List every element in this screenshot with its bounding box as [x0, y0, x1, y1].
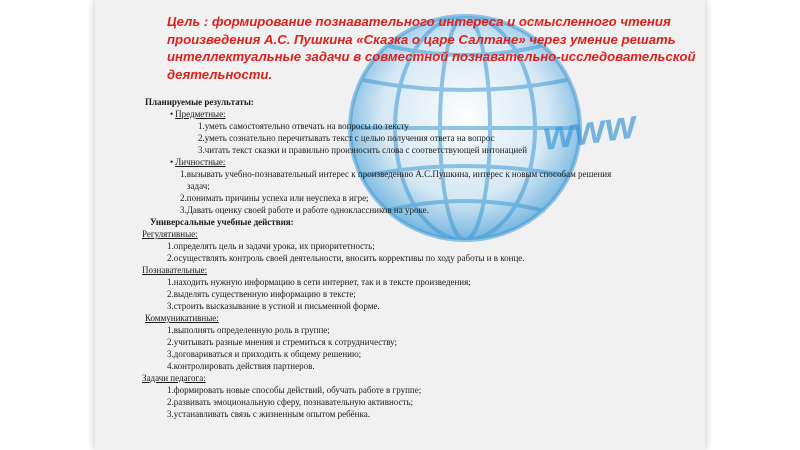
subject-heading: • Предметные:	[170, 109, 226, 119]
planned-title: Планируемые результаты:	[145, 97, 254, 107]
list-item: 3.Давать оценку своей работе и работе одноклассников на уроке.	[180, 205, 429, 215]
list-item: 2.уметь сознательно перечитывать текст с целью получения ответа на вопрос	[198, 133, 495, 143]
communicative-heading: Коммуникативные:	[145, 313, 219, 323]
uud-title: Универсальные учебные действия:	[150, 217, 294, 227]
list-item: 3.устанавливать связь с жизненным опытом ребёнка.	[167, 409, 370, 419]
list-item: 3.строить высказывание в устной и письменной форме.	[167, 301, 380, 311]
list-item: 3.договариваться и приходить к общему решению;	[167, 349, 362, 359]
list-item: 4.контролировать действия партнеров.	[167, 361, 315, 371]
slide	[95, 0, 705, 450]
goal-text: Цель : формирование познавательного интереса и осмысленного чтения произведения А.С. Пушкина «Сказка о царе Салтане» через умение решать интеллектуальные задачи в совместной познавательно-исследовательской деятельности.	[167, 14, 696, 82]
globe-www-label: www	[540, 102, 639, 159]
list-item: 1.уметь самостоятельно отвечать на вопросы по тексту	[198, 121, 409, 131]
list-item: 1.находить нужную информацию в сети интернет, так и в тексте произведения;	[167, 277, 471, 287]
list-item: 1.определять цель и задачи урока, их приоритетность;	[167, 241, 375, 251]
list-item: 1.вызывать учебно-познавательный интерес к произведению А.С.Пушкина, интерес к новым способам решения	[180, 169, 612, 179]
list-item: 2.развивать эмоциональную сферу, познавательную активность;	[167, 397, 414, 407]
regulatory-heading: Регулятивные:	[142, 229, 198, 239]
list-item: 2.понимать причины успеха или неуспеха в игре;	[180, 193, 369, 203]
list-item: 2.выделять существенную информацию в тексте;	[167, 289, 356, 299]
personal-heading: • Личностные:	[170, 157, 226, 167]
list-item: задач;	[187, 181, 210, 191]
list-item: 3.читать текст сказки и правильно произносить слова с соответствующей интонацией	[198, 145, 528, 155]
list-item: 1.выполнять определенную роль в группе;	[167, 325, 330, 335]
cognitive-heading: Познавательные:	[142, 265, 208, 275]
list-item: 2.осуществлять контроль своей деятельности, вносить коррективы по ходу работы и в конце.	[167, 253, 525, 263]
list-item: 1.формировать новые способы действий, обучать работе в группе;	[167, 385, 422, 395]
teacher-heading: Задачи педагога:	[142, 373, 206, 383]
list-item: 2.учитывать разные мнения и стремиться к сотрудничеству;	[167, 337, 398, 347]
